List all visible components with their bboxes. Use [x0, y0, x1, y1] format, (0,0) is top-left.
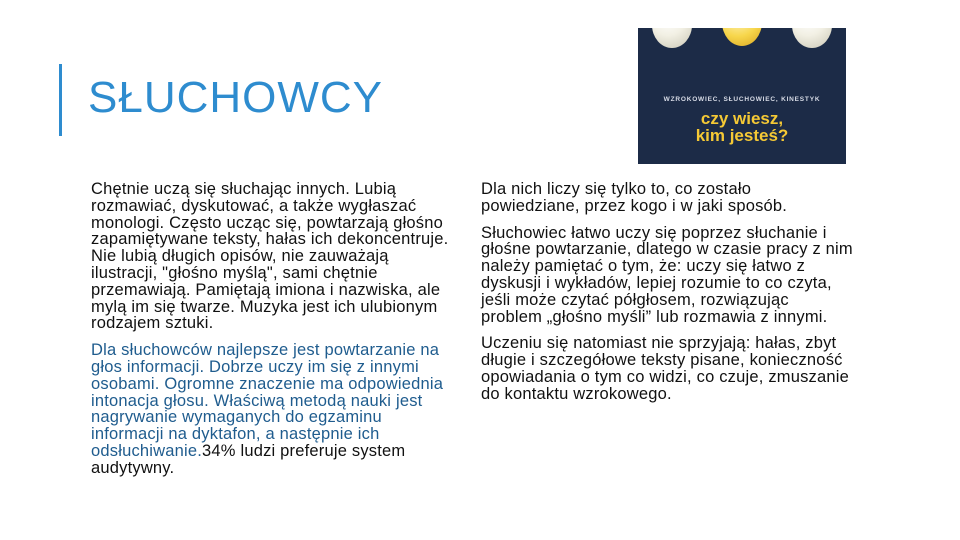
left-paragraph-2-blue: Dla słuchowców najlepsze jest powtarzanie na głos informacji. Dobrze uczy im się z innymi osobami. Ogromne znaczenie ma odpowiednia intonacja głosu. Właściwą metodą nauki jest nagrywanie wymaganych do egzaminu informacji na dyktafon, a następnie ich odsłuchiwanie.: [91, 341, 444, 460]
right-paragraph-2: Słuchowiec łatwo uczy się poprzez słuchanie i głośne powtarzanie, dlatego w czasie pracy z nim należy pamiętać o tym, że: uczy się łatwo z dyskusji i wykładów, lepiej rozumie to co czyta, jeśli może czytać półgłosem, rozwiązując problem „głośno myśli” lub rozmawia z innymi.: [481, 223, 853, 326]
poster-image: [638, 28, 846, 164]
page-title: SŁUCHOWCY: [88, 73, 384, 122]
right-paragraph-1: Dla nich liczy się tylko to, co zostało powiedziane, przez kogo i w jaki sposób.: [481, 180, 788, 215]
lightbulb-icon: [792, 28, 832, 48]
lightbulb-icon: [652, 28, 692, 48]
left-paragraph-2: [91, 342, 453, 476]
poster-subtitle: WZROKOWIEC, SŁUCHOWIEC, KINESTYK: [663, 96, 821, 103]
poster-heading-line: kim jesteś?: [695, 126, 789, 145]
left-paragraph-1: Chętnie uczą się słuchając innych. Lubią rozmawiać, dyskutować, a także wygłaszać monologi. Często ucząc się, powtarzają głośno zapamiętywane teksty, hałas ich dekoncentruje. Nie lubią długich opisów, nie zauważają ilustracji, "głośno myślą", sami chętnie przemawiają. Pamiętają imiona i nazwiska, ale mylą im się twarze. Muzyka jest ich ulubionym rodzajem sztuki.: [91, 180, 449, 333]
poster-heading: [658, 110, 826, 144]
left-column: [91, 181, 453, 487]
left-paragraph-2-statistic: 34% ludzi preferuje system audytywny.: [91, 441, 406, 477]
right-column: [481, 181, 853, 413]
title-accent-bar: [59, 64, 62, 136]
lightbulb-icon: [722, 28, 762, 46]
poster-heading-line: czy wiesz,: [700, 109, 784, 128]
right-paragraph-3: Uczeniu się natomiast nie sprzyjają: hałas, zbyt długie i szczegółowe teksty pisane, konieczność opowiadania o tym co widzi, co czuje, zmuszanie do kontaktu wzrokowego.: [481, 334, 849, 403]
